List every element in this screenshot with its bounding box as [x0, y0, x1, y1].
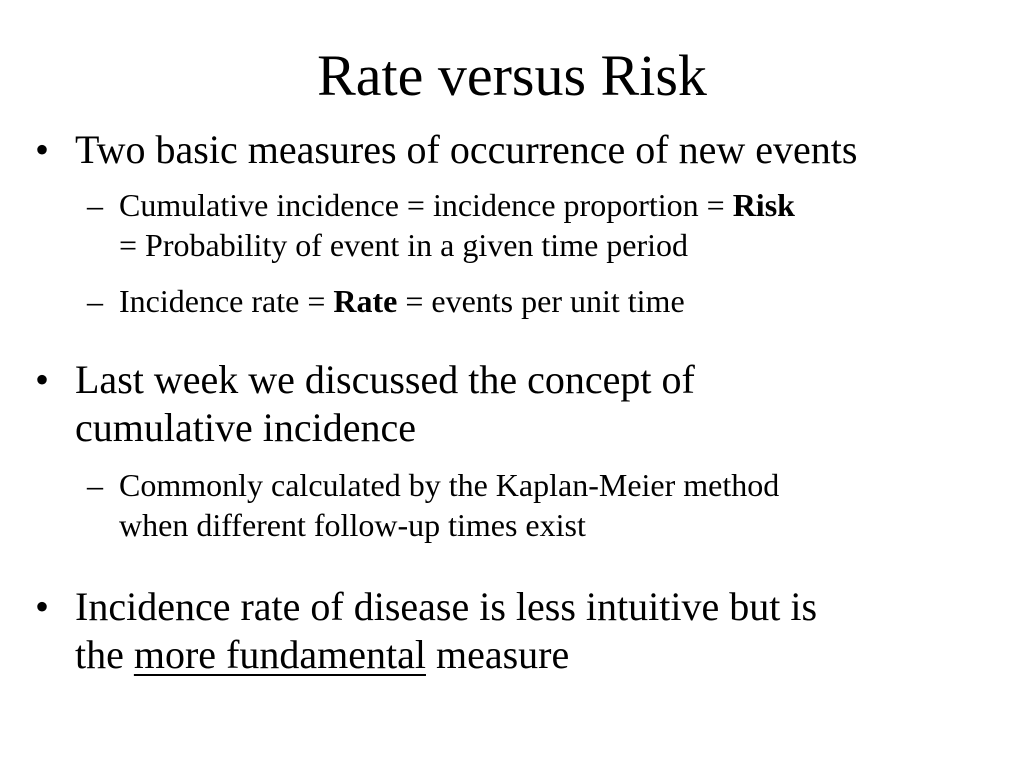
bullet-3-line-2 — [75, 631, 995, 679]
dash-marker: – — [87, 187, 103, 223]
bullet-3-line-2-post: measure — [425, 632, 570, 677]
sub-bullet-2-1-line-2: when different follow-up times exist — [119, 507, 586, 543]
bullet-marker: • — [35, 584, 50, 629]
dash-marker: – — [87, 467, 103, 503]
bullet-marker: • — [35, 127, 50, 172]
rate-term: Rate — [333, 283, 398, 319]
sub-bullet-1-1-line-2: = Probability of event in a given time period — [119, 227, 689, 263]
sub-bullet-1-2-post: = events per unit time — [397, 283, 685, 319]
sub-bullet-1-1 — [87, 185, 987, 265]
sub-bullet-1-2 — [87, 281, 987, 321]
sub-bullet-1-2-line — [119, 281, 987, 321]
risk-term: Risk — [732, 187, 795, 223]
bullet-2 — [35, 356, 995, 452]
sub-bullet-1-1-line-1 — [119, 185, 987, 225]
sub-bullet-2-1-line-1: Commonly calculated by the Kaplan-Meier method — [119, 467, 780, 503]
bullet-1-text: Two basic measures of occurrence of new events — [75, 127, 858, 172]
bullet-3 — [35, 583, 995, 679]
sub-bullet-1-2-pre: Incidence rate = — [119, 283, 334, 319]
sub-bullet-1-1-text: Cumulative incidence = incidence proportion = — [119, 187, 733, 223]
bullet-3-line-1: Incidence rate of disease is less intuitive but is — [75, 584, 818, 629]
dash-marker: – — [87, 283, 103, 319]
bullet-marker: • — [35, 357, 50, 402]
slide-title: Rate versus Risk — [317, 43, 707, 108]
bullet-1 — [35, 126, 995, 174]
bullet-2-line-1: Last week we discussed the concept of — [75, 357, 695, 402]
bullet-2-line-2: cumulative incidence — [75, 405, 416, 450]
more-fundamental-phrase: more fundamental — [133, 632, 426, 677]
sub-bullet-2-1 — [87, 465, 987, 545]
bullet-3-line-2-pre: the — [75, 632, 134, 677]
